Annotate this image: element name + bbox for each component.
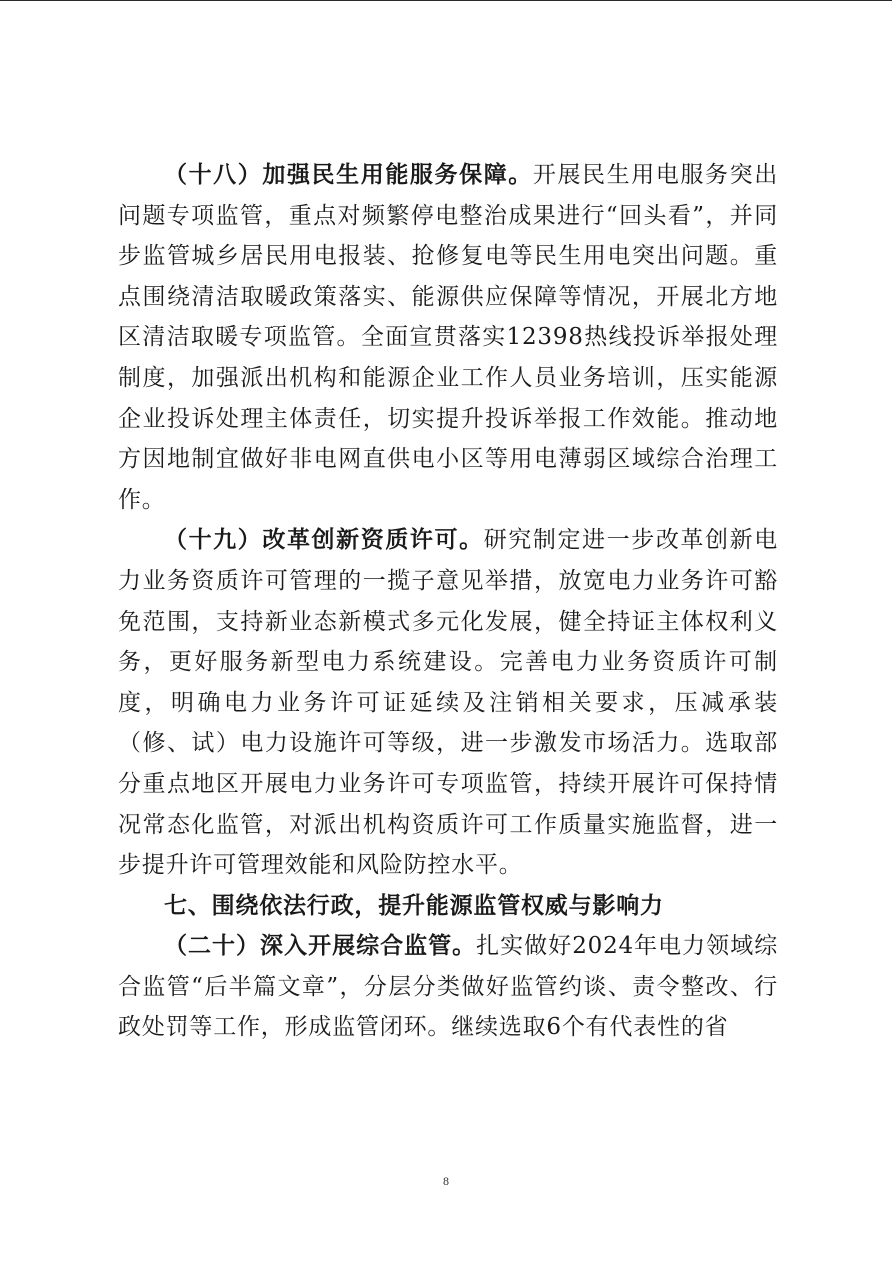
paragraph-19 <box>118 520 778 885</box>
paragraph-20-text: 扎实做好2024年电力领域综合监管“后半篇文章”，分层分类做好监管约谈、责令整改、行政处罚等工作，形成监管闭环。继续选取6个有代表性的省 <box>118 933 779 1041</box>
paragraph-18-heading: （十八）加强民生用能服务保障。 <box>164 162 533 188</box>
paragraph-19-text: 研究制定进一步改革创新电力业务资质许可管理的一揽子意见举措，放宽电力业务许可豁免范围，支持新业态新模式多元化发展，健全持证主体权利义务，更好服务新型电力系统建设。完善电力业务资质许可制度，明确电力业务许可证延续及注销相关要求，压减承装（修、试）电力设施许可等级，进一步激发市场活力。选取部分重点地区开展电力业务许可专项监管，持续开展许可保持情况常态化监管，对派出机构资质许可工作质量实施监督，进一步提升许可管理效能和风险防控水平。 <box>118 527 778 879</box>
section-heading: 七、围绕依法行政，提升能源监管权威与影响力 <box>164 892 664 919</box>
paragraph-20 <box>118 926 778 1048</box>
paragraph-18 <box>118 155 778 520</box>
paragraph-18-text: 开展民生用电服务突出问题专项监管，重点对频繁停电整治成果进行“回头看”，并同步监管城乡居民用电报装、抢修复电等民生用电突出问题。重点围绕清洁取暖政策落实、能源供应保障等情况，开展北方地区清洁取暖专项监管。全面宣贯落实12398热线投诉举报处理制度，加强派出机构和能源企业工作人员业务培训，压实能源企业投诉处理主体责任，切实提升投诉举报工作效能。推动地方因地制宜做好非电网直供电小区等用电薄弱区域综合治理工作。 <box>118 162 779 513</box>
document-body <box>118 155 778 1048</box>
paragraph-19-heading: （十九）改革创新资质许可。 <box>164 527 484 554</box>
page-number: 8 <box>443 1174 449 1188</box>
paragraph-20-heading: （二十）深入开展综合监管。 <box>164 933 477 960</box>
